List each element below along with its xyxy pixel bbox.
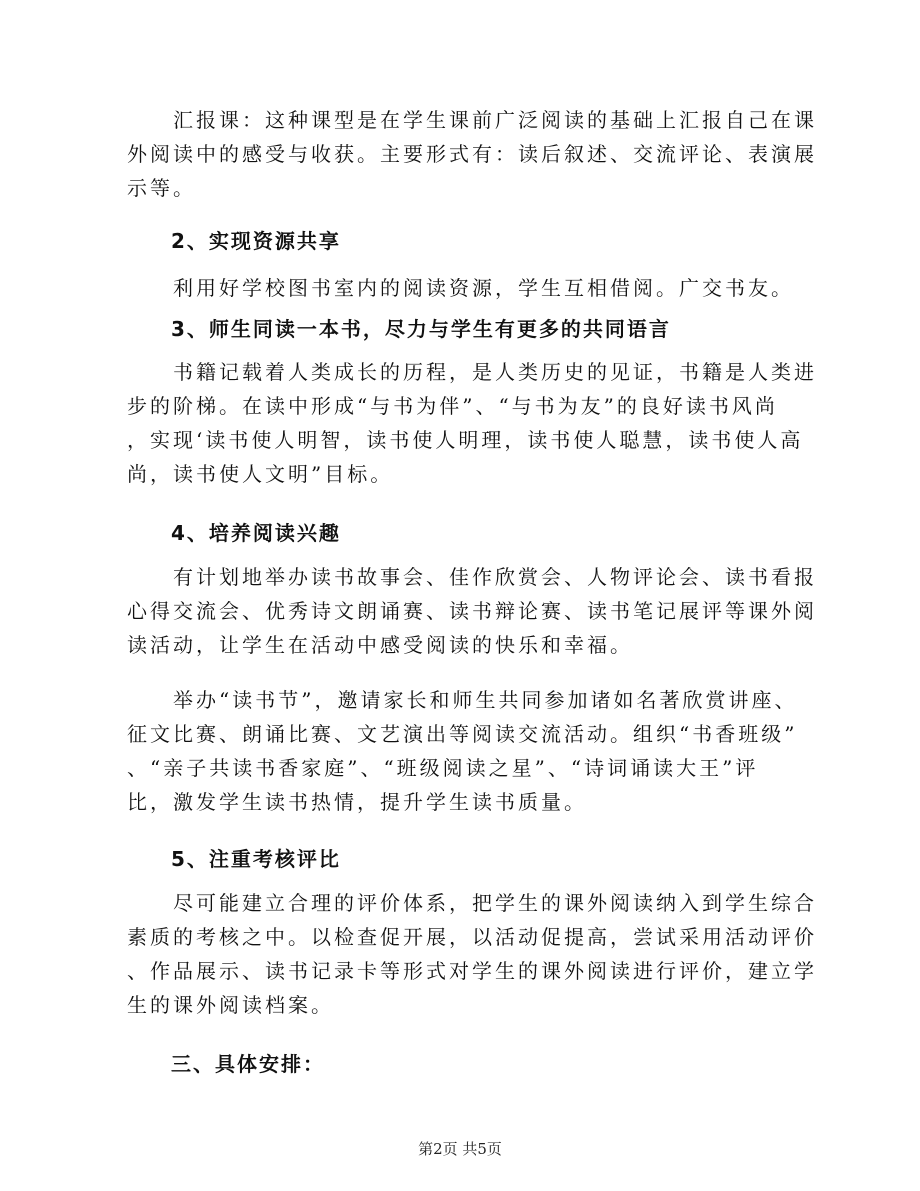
paragraph-reading-interest xyxy=(127,560,817,662)
paragraph-reading-festival xyxy=(127,683,798,819)
text-line: 尽可能建立合理的评价体系，把学生的课外阅读纳入到学生综合 xyxy=(127,891,817,915)
text-line: 、作品展示、读书记录卡等形式对学生的课外阅读进行评价，建立学 xyxy=(127,959,817,983)
paragraph-books xyxy=(127,355,817,491)
text-line: ，实现‘读书使人明智，读书使人明理，读书使人聪慧，读书使人高 xyxy=(127,428,804,452)
heading-text: 3、师生同读一本书，尽力与学生有更多的共同语言 xyxy=(127,317,671,341)
text-line: 利用好学校图书室内的阅读资源，学生互相借阅。广交书友。 xyxy=(127,276,794,300)
text-line: 生的课外阅读档案。 xyxy=(127,993,334,1017)
section-heading-5 xyxy=(127,842,717,876)
heading-text: 2、实现资源共享 xyxy=(127,229,341,253)
text-line: 征文比赛、朗诵比赛、文艺演出等阅读交流活动。组织“书香班级” xyxy=(127,722,798,746)
paragraph-assessment xyxy=(127,886,817,1022)
heading-text: 4、培养阅读兴趣 xyxy=(127,521,341,545)
text-line: 读活动，让学生在活动中感受阅读的快乐和幸福。 xyxy=(127,633,633,657)
section-heading-3 xyxy=(127,312,717,346)
text-line: 素质的考核之中。以检查促开展，以活动促提高，尝试采用活动评价 xyxy=(127,925,817,949)
heading-text: 5、注重考核评比 xyxy=(127,847,341,871)
text-line: 外阅读中的感受与收获。主要形式有：读后叙述、交流评论、表演展 xyxy=(127,142,817,166)
section-heading-4 xyxy=(127,516,717,550)
text-line: 、“亲子共读书香家庭”、“班级阅读之星”、“诗词诵读大王”评 xyxy=(127,756,759,780)
heading-text: 三、具体安排： xyxy=(127,1052,325,1076)
text-line: 步的阶梯。在读中形成“与书为伴”、“与书为友”的良好读书风尚 xyxy=(127,394,778,418)
text-line: 有计划地举办读书故事会、佳作欣赏会、人物评论会、读书看报 xyxy=(127,565,817,589)
paragraph-huibaoke xyxy=(127,103,817,205)
section-heading-three xyxy=(127,1047,717,1081)
section-heading-2 xyxy=(127,224,717,258)
text-line: 书籍记载着人类成长的历程，是人类历史的见证，书籍是人类进 xyxy=(127,360,817,384)
paragraph-resource-sharing xyxy=(127,271,794,305)
text-line: 尚，读书使人文明”目标。 xyxy=(127,462,394,486)
text-line: 举办“读书节”，邀请家长和师生共同参加诸如名著欣赏讲座、 xyxy=(127,688,798,712)
page-number-footer: 第2页 共5页 xyxy=(418,1140,502,1158)
text-line: 示等。 xyxy=(127,176,196,200)
text-line: 心得交流会、优秀诗文朗诵赛、读书辩论赛、读书笔记展评等课外阅 xyxy=(127,599,817,623)
text-line: 汇报课：这种课型是在学生课前广泛阅读的基础上汇报自己在课 xyxy=(127,108,817,132)
text-line: 比，激发学生读书热情，提升学生读书质量。 xyxy=(127,790,587,814)
